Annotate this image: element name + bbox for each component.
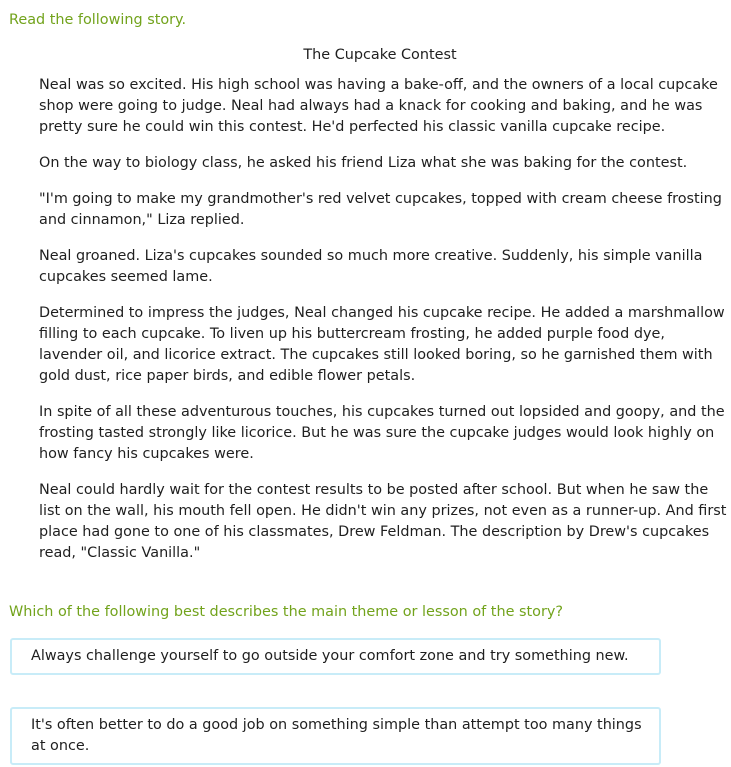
story-passage [39,45,727,579]
story-paragraph: Neal groaned. Liza's cupcakes sounded so much more creative. Suddenly, his simple vanilla cupcakes seemed lame. [39,248,703,285]
story-paragraph: Neal could hardly wait for the contest results to be posted after school. But when he saw the list on the wall, his mouth fell open. He didn't win any prizes, not even as a runner-up. And first place had gone to one of his classmates, Drew Feldman. The description by Drew's cupcakes read, "Classic Vanilla." [39,482,727,561]
story-paragraph: On the way to biology class, he asked his friend Liza what she was baking for the contest. [39,155,688,171]
story-title: The Cupcake Contest [303,47,457,63]
story-paragraph: Neal was so excited. His high school was having a bake-off, and the owners of a local cupcake shop were going to judge. Neal had always had a knack for cooking and baking, and he was pretty sure he could win this contest. He'd perfected his classic vanilla cupcake recipe. [39,77,718,135]
story-paragraph: "I'm going to make my grandmother's red velvet cupcakes, topped with cream cheese frosting and cinnamon," Liza replied. [39,191,722,228]
story-paragraph: In spite of all these adventurous touches, his cupcakes turned out lopsided and goopy, and the frosting tasted strongly like licorice. But he was sure the cupcake judges would look highly on how fancy his cupcakes were. [39,404,725,462]
question-prompt: Which of the following best describes the main theme or lesson of the story? [9,604,564,620]
answer-choice-2[interactable]: It's often better to do a good job on something simple than attempt too many things at once. [10,707,661,765]
story-paragraph: Determined to impress the judges, Neal changed his cupcake recipe. He added a marshmallow filling to each cupcake. To liven up his buttercream frosting, he added purple food dye, lavender oil, and licorice extract. The cupcakes still looked boring, so he garnished them with gold dust, rice paper birds, and edible flower petals. [39,305,725,384]
instruction-text: Read the following story. [9,12,187,28]
answer-choice-1[interactable]: Always challenge yourself to go outside your comfort zone and try something new. [10,638,661,675]
